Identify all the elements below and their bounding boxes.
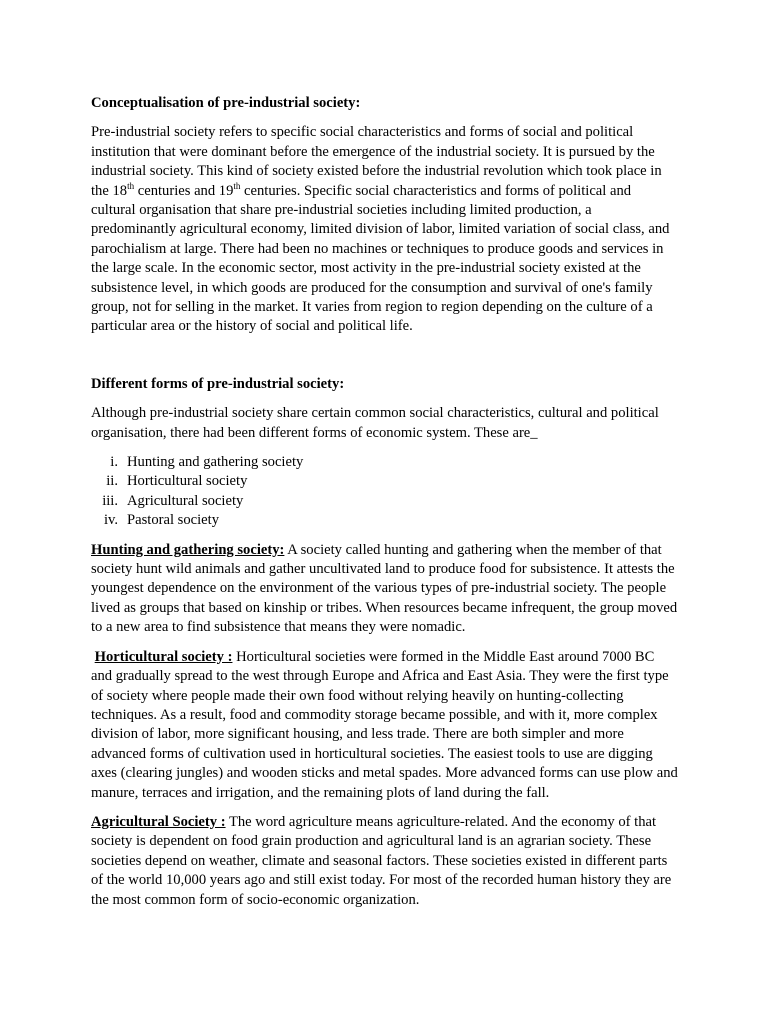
paragraph-text: Pre-industrial society refers to specific social characteristics and forms of social and political institution that were dominant before the emergence of the industrial society. It is pursued by the industrial society. This kind of society existed before the industrial revolution which took place in the 18 — [91, 124, 662, 199]
list-item-text: Horticultural society — [127, 473, 248, 490]
list-item — [91, 492, 679, 511]
paragraph-conceptualisation — [91, 123, 679, 336]
paragraph-agricultural — [91, 813, 679, 910]
list-item-text: Agricultural society — [127, 492, 244, 509]
list-item-text: Hunting and gathering society — [127, 454, 304, 471]
paragraph-text: centuries. Specific social characteristics and forms of political and cultural organisation that share pre-industrial societies including limited production, a predominantly agricultural economy, limited division of labor, limited variation of social class, and parochialism at large. There had been no machines or techniques to produce goods and services in the large scale. In the economic sector, most activity in the pre-industrial society existed at the subsistence level, in which goods are produced for the consumption and survival of one's family group, not for selling in the market. It varies from region to region depending on the culture of a particular area or the history of social and political life. — [91, 182, 670, 335]
list-item-number: iii. — [102, 492, 118, 509]
paragraph-text: The word agriculture means agriculture-related. And the economy of that society is dependent on food grain production and agricultural land is an agrarian society. These societies depend on weather, climate and seasonal factors. These societies existed in different parts of the world 10,000 years ago and still exist today. For most of the recorded human history they are the most common form of socio-economic organization. — [91, 813, 672, 908]
lead-agricultural: Agricultural Society : — [91, 813, 226, 830]
document-page — [91, 94, 679, 910]
paragraph-forms-intro: Although pre-industrial society share certain common social characteristics, cultural and political organisation, there had been different forms of economic system. These are_ — [91, 405, 659, 441]
list-item — [91, 453, 679, 472]
list-item — [91, 511, 679, 530]
section-heading-forms: Different forms of pre-industrial society: — [91, 375, 345, 392]
list-item-number: ii. — [106, 473, 118, 490]
superscript-th: th — [233, 180, 241, 191]
lead-hunting: Hunting and gathering society: — [91, 541, 285, 558]
paragraph-text: A society called hunting and gathering when the member of that society hunt wild animals and gather uncultivated land to produce food for subsistence. It attests the youngest dependence on the environment of the various types of pre-industrial society. The people lived as groups that based on kinship or tribes. When resources became infrequent, the group moved to a new area to find subsistence that means they were nomadic. — [91, 541, 678, 636]
list-item-number: iv. — [103, 512, 118, 529]
list-item — [91, 472, 679, 491]
paragraph-hunting — [91, 541, 679, 638]
list-item-number: i. — [110, 454, 118, 471]
paragraph-text: centuries and 19 — [134, 182, 234, 199]
paragraph-horticultural — [91, 648, 679, 803]
lead-horticultural: Horticultural society : — [94, 648, 233, 665]
list-item-text: Pastoral society — [127, 512, 220, 529]
forms-list — [91, 453, 679, 531]
paragraph-text: Horticultural societies were formed in the Middle East around 7000 BC and gradually spread to the west through Europe and Africa and East Asia. They were the first type of society where people made their own food without relying heavily on hunting-collecting techniques. As a result, food and commodity storage became possible, and with it, more complex division of labor, more significant housing, and less trade. There are both simpler and more advanced forms of cultivation used in horticultural societies. The easiest tools to use are digging axes (clearing jungles) and wooden sticks and metal spades. More advanced forms can use plow and manure, terraces and irrigation, and the remaining plots of land during the fall. — [91, 648, 678, 801]
superscript-th: th — [127, 180, 135, 191]
section-heading-conceptualisation: Conceptualisation of pre-industrial society: — [91, 95, 361, 111]
